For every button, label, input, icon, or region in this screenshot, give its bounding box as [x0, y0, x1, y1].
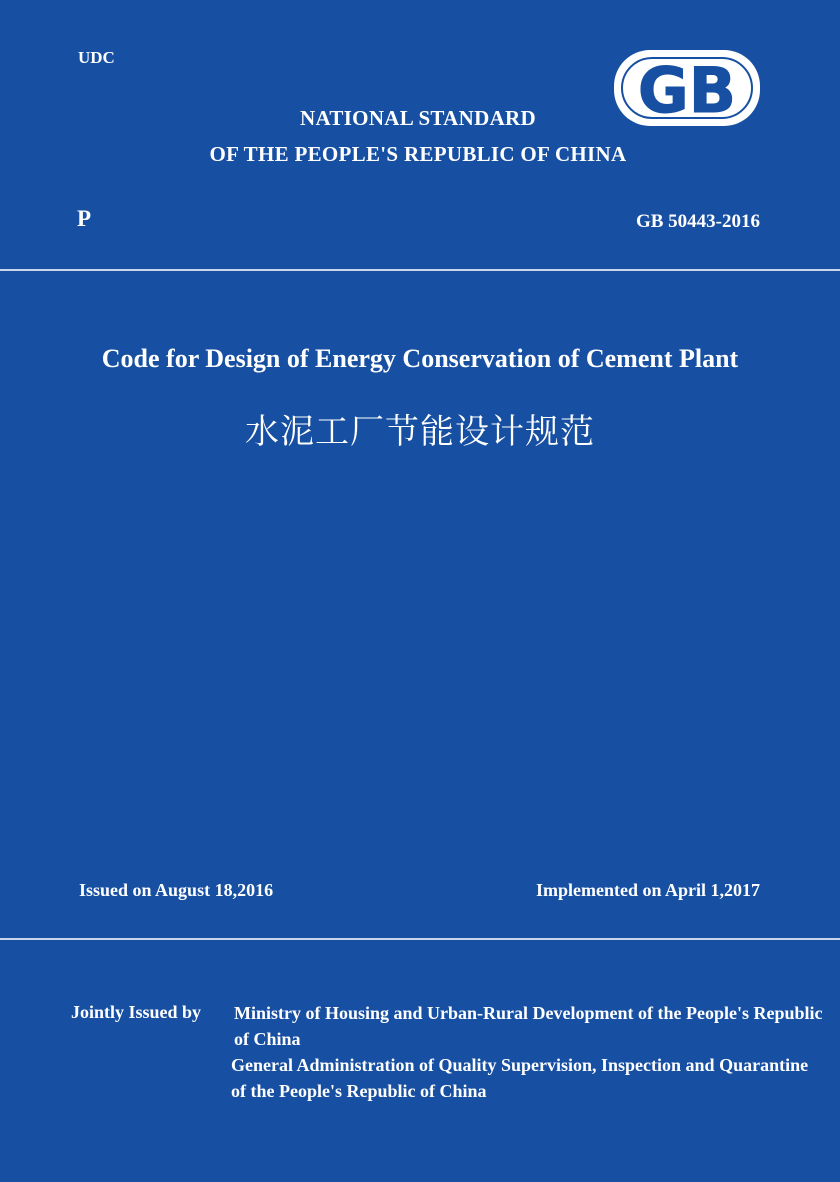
issued-date: Issued on August 18,2016: [79, 880, 274, 900]
standard-number: GB 50443-2016: [635, 211, 760, 232]
issuer-quality-administration: General Administration of Quality Supervision, Inspection and Quarantine of the People's Republic of China: [231, 1055, 809, 1101]
implemented-date: Implemented on April 1,2017: [535, 880, 760, 900]
classification-code: P: [77, 206, 92, 231]
bottom-divider: [0, 938, 840, 940]
issuer-ministry-housing: Ministry of Housing and Urban-Rural Development of the People's Republic of China: [234, 1003, 823, 1049]
gb-logo-text: GB: [637, 54, 737, 127]
title-english: Code for Design of Energy Conservation of Cement Plant: [101, 344, 739, 373]
title-chinese: 水泥工厂节能设计规范: [245, 412, 595, 452]
national-standard-line2: OF THE PEOPLE'S REPUBLIC OF CHINA: [209, 142, 627, 166]
national-standard-line1: NATIONAL STANDARD: [300, 106, 536, 130]
top-divider: [0, 269, 840, 271]
jointly-issued-label: Jointly Issued by: [71, 1002, 202, 1022]
gb-logo: [612, 48, 762, 128]
udc-label: UDC: [78, 48, 115, 67]
